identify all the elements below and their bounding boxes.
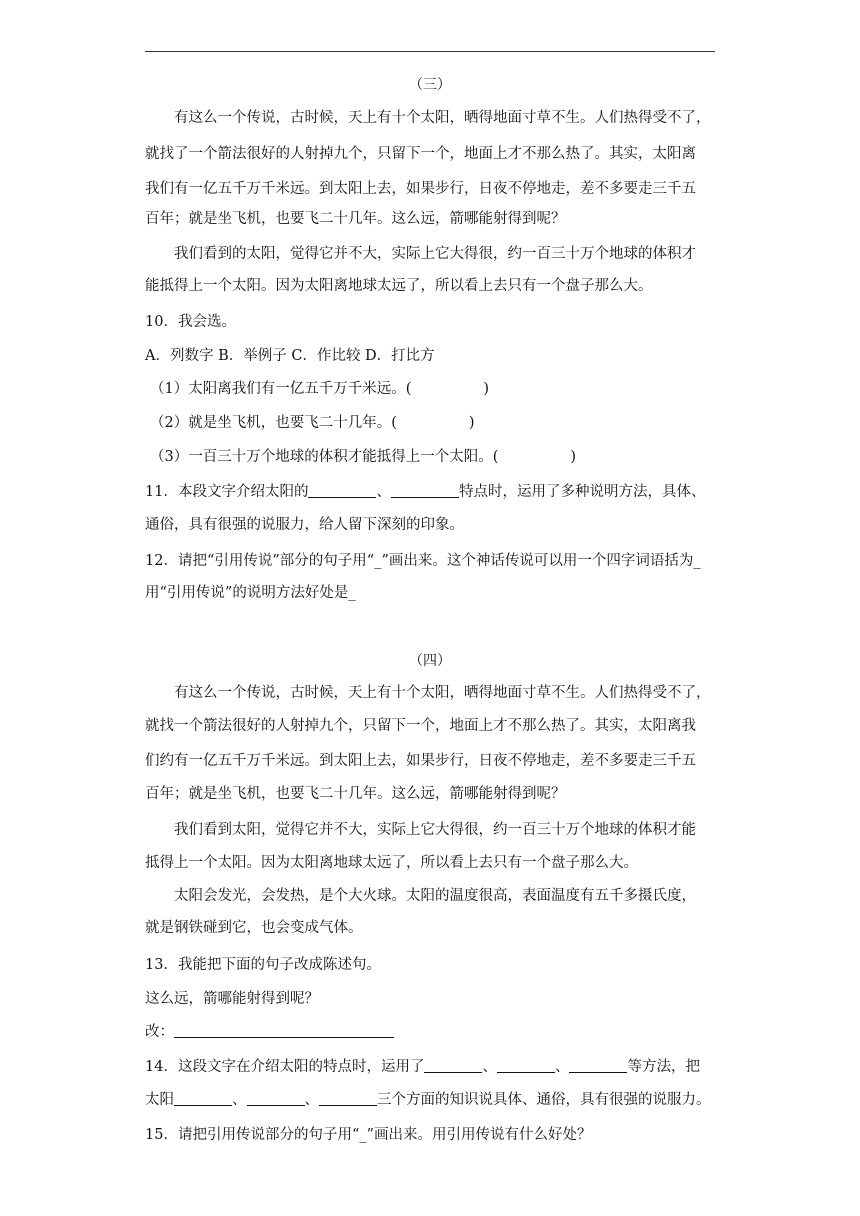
q10-item-3 [150,445,576,466]
q10-item-1-text: （1）太阳离我们有一亿五千万千米远。( [150,381,412,397]
section-4-heading: （四） [409,653,451,669]
q14-text-c: 太阳 [145,1092,174,1108]
answer-blank[interactable] [174,1022,394,1038]
s3-para1-line4: 百年；就是坐飞机，也要飞二十几年。这么远，箭哪能射得到呢？ [145,211,566,227]
q11-line2: 通俗，具有很强的说服力，给人留下深刻的印象。 [145,517,464,533]
separator: 、 [232,1092,247,1108]
s3-para1-line1: 有这么一个传说，古时候，天上有十个太阳，晒得地面寸草不生。人们热得受不了， [174,110,711,126]
s4-para2-line1: 我们看到太阳，觉得它并不大，实际上它大得很，约一百三十万个地球的体积才能 [174,822,696,838]
answer-blank[interactable] [174,1090,232,1106]
s4-para1-line2: 就找一个箭法很好的人射掉九个，只留下一个，地面上才不那么热了。其实，太阳离我 [145,718,696,734]
q13-title: 13．我能把下面的句子改成陈述句。 [145,957,381,973]
answer-blank[interactable] [319,1090,377,1106]
s3-para1-line3: 我们有一亿五千万千米远。到太阳上去，如果步行，日夜不停地走，差不多要走三千五 [145,181,696,197]
s4-para1-line1: 有这么一个传说，古时候，天上有十个太阳，晒得地面寸草不生。人们热得受不了， [174,685,711,701]
close-paren: ) [570,449,577,465]
q13-sentence: 这么远，箭哪能射得到呢？ [145,991,319,1007]
q14-line2 [145,1088,711,1109]
q14-text-d: 三个方面的知识说具体、通俗，具有很强的说服力。 [377,1092,711,1108]
answer-blank[interactable] [497,1057,555,1073]
separator: 、 [376,484,391,500]
q10-item-2 [150,411,475,432]
q12-line2: 用“引用传说”的说明方法好处是_ [145,585,356,601]
s3-para2-line1: 我们看到的太阳，觉得它并不大，实际上它大得很，约一百三十万个地球的体积才 [174,246,696,262]
q11-text-a: 11．本段文字介绍太阳的 [145,484,309,500]
q13-answer-row [145,1020,394,1041]
section-3-heading: （三） [409,77,451,93]
separator: 、 [554,1059,570,1075]
q10-item-1 [150,377,489,398]
separator: 、 [304,1092,319,1108]
q11-text-b: 特点时，运用了多种说明方法，具体、 [458,484,706,500]
answer-blank[interactable] [569,1057,627,1073]
answer-blank[interactable] [391,482,459,498]
s4-para3-line2: 就是钢铁碰到它，也会变成气体。 [145,920,363,936]
close-paren: ) [483,381,490,397]
q10-item-2-text: （2）就是坐飞机，也要飞二十几年。( [150,415,397,431]
s3-para2-line2: 能抵得上一个太阳。因为太阳离地球太远了，所以看上去只有一个盘子那么大。 [145,278,653,294]
q14-text-a: 14．这段文字在介绍太阳的特点时，运用了 [145,1059,425,1075]
q10-title: 10．我会选。 [145,314,236,330]
s4-para1-line3: 们约有一亿五千万千米远。到太阳上去，如果步行，日夜不停地走，差不多要走三千五 [145,753,696,769]
q15: 15．请把引用传说部分的句子用“_”画出来。用引用传说有什么好处？ [145,1127,592,1143]
answer-blank[interactable] [247,1090,305,1106]
separator: 、 [482,1059,497,1075]
close-paren: ) [468,415,475,431]
q13-answer-label: 改： [145,1024,174,1040]
s4-para2-line2: 抵得上一个太阳。因为太阳离地球太远了，所以看上去只有一个盘子那么大。 [145,855,638,871]
q10-options: A．列数字 B．举例子 C．作比较 D．打比方 [145,348,435,364]
q14-text-b: 等方法，把 [627,1059,700,1075]
s3-para1-line2: 就找了一个箭法很好的人射掉九个，只留下一个，地面上才不那么热了。其实，太阳离 [145,146,696,162]
answer-blank[interactable] [424,1057,482,1073]
s4-para1-line4: 百年；就是坐飞机，也要飞二十几年。这么远，箭哪能射得到呢？ [145,786,566,802]
q11-line1 [145,480,705,501]
top-rule [145,51,715,52]
answer-blank[interactable] [308,482,376,498]
q14-line1 [145,1055,700,1076]
q10-item-3-text: （3）一百三十万个地球的体积才能抵得上一个太阳。( [150,449,499,465]
q12-line1: 12．请把“引用传说”部分的句子用“_”画出来。这个神话传说可以用一个四字词语括为_ [145,553,701,569]
s4-para3-line1: 太阳会发光，会发热，是个大火球。太阳的温度很高，表面温度有五千多摄氏度， [174,888,696,904]
